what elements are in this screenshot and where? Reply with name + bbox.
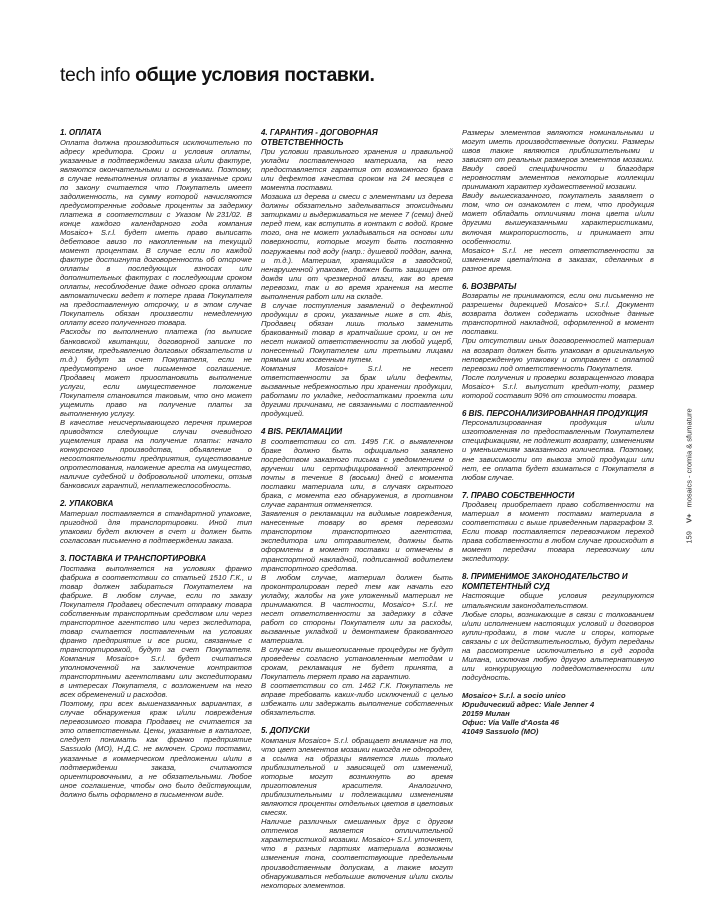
- paragraph: В любом случае, материал должен быть проконтролирован перед тем как начать его укладку, жалобы на уже уложенный материал не принимаются. В частности, Mosaico+ S.r.l. не несет ответственности за задержку в сдаче работ со стороны Покупателя или за расходы, вызванные укладкой и демонтажем бракованного материала.: [261, 572, 453, 645]
- company-name: Mosaico+ S.r.l. a socio unico: [462, 690, 566, 700]
- page-number: 159: [684, 531, 694, 544]
- paragraph: Поставка выполняется на условиях франко фабрика в соответствии со статьей 1510 Г.К., и товар должен забираться Покупателем на фабрике. В любом случае, если по заказу Покупателя Продавец обеспечит отправку товара собственным транспортным средством или через транспортное агентство или через экспедитора, товар считается поставленным на условиях франко предприятие и все риски, связанные с транспортировкой, будут за счет Покупателя. Компания Mosaico+ S.r.l. будет считаться уполномоченной на заключение контрактов транспортными агентствами или экспедиторами в интересах Покупателя, с возложением на него всех обременений и расходов.: [60, 563, 252, 700]
- section-tolerances-cont: [462, 128, 654, 273]
- paragraph: В соответствии со ст. 1462 Г.К. Покупатель не вправе требовать каких-либо исключений с целью избежать или задержать выполнение собственных обязательств.: [261, 681, 453, 718]
- side-footer: [685, 408, 694, 543]
- section-payment: [60, 128, 252, 490]
- paragraph: При отсутствии иных договоренностей материал на возврат должен быть упакован в оригинальную неповрежденную упаковку и отправлен с оплатой перевозки под ответственность Покупателя.: [462, 336, 654, 373]
- section-heading: 4 BIS. РЕКЛАМАЦИИ: [261, 427, 343, 437]
- section-tolerances: [261, 726, 453, 889]
- section-ownership: [462, 491, 654, 564]
- section-warranty: [261, 128, 453, 418]
- paragraph: При условии правильного хранения и правильной укладки поставленного материала, на него предоставляется гарантия от возможного брака или дефектов качества сроком на 24 месяцев с момента поставки.: [261, 147, 453, 193]
- paragraph: Поэтому, при всех вышеназванных вариантах, в случае обнаружения краж и/или повреждения перевозимого товара Продавец не считается за это ответственным. Цены, указанные в каталоге, следует понимать как франко предприятие Sassuolo (MO), Н.Д.С. не включен. Сроки поставки, указанные в коммерческом предложении и/или в подтверждении заказа, считаются ориентировочными, а не обязательными. Любое иное соглашение, чтобы оно было действующим, должно быть оформлено в письменном виде.: [60, 699, 252, 799]
- column-2: [261, 128, 453, 890]
- section-law: [462, 572, 654, 681]
- paragraph: Расходы по выполнению платежа (по выписке банковской квитанции, договорной записке по векселям, предъявлению долговых обязательств и т.д.) будут за счет Покупателя, если не предусмотрено иное письменное соглашение. Продавец может приостановить выполнение услуги, если имущественное положение Покупателя становится таковым, что оно может ущемить право на получение платы за выполненную услугу.: [60, 327, 252, 418]
- collection-name: mosaics - cromia & sfumature: [684, 408, 694, 508]
- paragraph: Заявления о рекламации на видимые повреждения, нанесенные товару во время перевозки транспортом транспортного агентства, экспедитора или отправителем, должны быть оформлены в момент поставки и отмечены в транспортной накладной, подписанной водителем транспортного средства.: [261, 509, 453, 573]
- section-heading: 4. ГАРАНТИЯ - ДОГОВОРНАЯ ОТВЕТСТВЕННОСТЬ: [261, 128, 378, 147]
- section-heading: 3. ПОСТАВКА И ТРАНСПОРТИРОВКА: [60, 554, 207, 564]
- paragraph: Материал поставляется в стандартной упаковке, пригодной для транспортировки. Иной тип упаковки будет включен в счет и должен быть согласован письменно в подтверждении заказа.: [60, 508, 252, 545]
- title-main: общие условия поставки.: [135, 64, 375, 86]
- brand-logo-icon: V+: [684, 513, 694, 524]
- section-heading: 6. ВОЗВРАТЫ: [462, 281, 517, 291]
- section-heading: 2. УПАКОВКА: [60, 499, 114, 509]
- legal-city: 20159 Милан: [462, 709, 510, 719]
- section-custom-products: [462, 409, 654, 482]
- column-1: [60, 128, 252, 868]
- paragraph: После получения и проверки возвращенного товара Mosaico+ S.r.l. выпустит кредит-ноту, размер которой составит 90% от стоимости товара.: [462, 372, 654, 400]
- paragraph: Персонализированная продукция и/или изготовленная по предоставленным Покупателем спецификациям, не подлежит возврату, изменениям и уменьшениям заказанного количества. Поэтому, вне зависимости от вывоза этой продукции или нет, ее оплата будет взиматься с Покупателя в любом случае.: [462, 418, 654, 482]
- paragraph: Размеры элементов являются номинальными и могут иметь производственные допуски. Размеры швов также являются приблизительными и зависят от реальных размеров элементов мозаики. Ввиду своей специфичности и благодаря неровностям элементов некоторые коллекции принимают характер художественной мозаики.: [462, 128, 654, 192]
- paragraph: В случае если вышеописанные процедуры не будут проведены согласно установленным методам и срокам, рекламация не будет принята, а Покупатель теряет право на гарантию.: [261, 644, 453, 682]
- section-heading: 8. ПРИМЕНИМОЕ ЗАКОНОДАТЕЛЬСТВО И КОМПЕТЕНТНЫЙ СУД: [462, 572, 628, 591]
- section-heading: 6 BIS. ПЕРСОНАЛИЗИРОВАННАЯ ПРОДУКЦИЯ: [462, 408, 648, 418]
- paragraph: Возвраты не принимаются, если они письменно не разрешены дирекцией Mosaico+ S.r.l. Документ возврата должен содержать исходные данные транспортной накладной, оформленной в момент поставки.: [462, 291, 654, 337]
- paragraph: Любые споры, возникающие в связи с толкованием и/или исполнением настоящих условий и договоров купли-продажи, в том числе и споры, которые связаны с их действительностью, будут переданы на рассмотрение исключительно в суд города Милана, исключая любую другую альтернативную или конкурирующую подведомственности или подсудность.: [462, 609, 654, 682]
- paragraph: Mosaico+ S.r.l. не несет ответственности за изменения цвета/тона в заказах, сделанных в разное время.: [462, 245, 654, 273]
- column-3: [462, 128, 654, 868]
- section-heading: 1. ОПЛАТА: [60, 128, 102, 137]
- paragraph: Наличие различных смешанных друг с другом оттенков является отличительной характеристикой мозаики. Mosaico+ S.r.l. уточняет, что в разных партиях материала возможны изменения тона, соответствующие предельным производственным допускам, а также могут обнаруживаться небольшие включения и/или сколы некоторых элементов.: [261, 817, 453, 890]
- paragraph: В случае поступления заявлений о дефектной продукции в сроки, указанные ниже в ст. 4bis, Продавец обязан лишь только заменить бракованный товар в кратчайшие сроки, и он не несет никакой ответственности за любой ущерб, понесенный Покупателем или третьими лицами прямым или косвенным путем.: [261, 300, 453, 365]
- section-heading: 5. ДОПУСКИ: [261, 726, 310, 736]
- page-title: [60, 64, 374, 87]
- section-packaging: [60, 499, 252, 545]
- paragraph: Продавец приобретает право собственности на материал в момент поставки материала в соответствии с выше приведенным параграфом 3. Если товар поставляется перевозчиком переход права собственности в любом случае происходит в момент передачи товара перевозчику или экспедитору.: [462, 500, 654, 564]
- legal-address: Юридический адрес: Viale Jenner 4: [462, 699, 595, 709]
- paragraph: В качестве неисчерпывающего перечня примеров приводятся следующие случаи очевидного ущемления права на получение платы: начало конкурсного производства, объявление о несостоятельности предприятия, существование опротестования, наложение ареста на имущество, наличие судебной и добровольной ипотеки, отзыв банковских гарантий, неплатежеспособность.: [60, 417, 252, 491]
- paragraph: Оплата должна производиться исключительно по адресу кредитора. Сроки и условия оплаты, указанные в подтверждении заказа и/или фактуре, являются окончательными и основными. Поэтому, в случае невыполнения оплаты в указанные сроки по закону считается что Покупатель имеет задолженность, на сумму которой начисляются предусмотренные годовые проценты за задержку платежа в соответствии с Указом №231/02. В конце каждого календарного года компания Mosaico+ S.r.l. будет иметь право выписать дебетовое авизо по накопленным на текущий момент процентам. В случае если по каждой фактуре достигнута договоренность об отсрочке оплаты в последующих взносах или дополнительных фактурах с последующим сроком оплаты, несоблюдение даже одного срока оплаты автоматически ведет к потере права Покупателя на предоставленную отсрочку, и в этом случае Покупатель обязан произвести немедленную оплату всего полученного товара.: [60, 137, 252, 328]
- section-delivery: [60, 554, 252, 799]
- office-address: Офис: Via Valle d'Aosta 46: [462, 718, 560, 728]
- section-returns: [462, 282, 654, 400]
- section-claims: [261, 427, 453, 717]
- paragraph: Ввиду вышесказанного, покупатель заявляет о том, что он ознакомлен с тем, что продукция может обладать отличиями тона цвета и/или другими вышеуказанными характеристиками, включая микропористость, и принимает эти особенности.: [462, 191, 654, 246]
- section-heading: 7. ПРАВО СОБСТВЕННОСТИ: [462, 490, 575, 500]
- paragraph: Компания Mosaico+ S.r.l. обращает внимание на то, что цвет элементов мозаики никогда не однороден, а ссылка на образцы является лишь только приблизительной и зависящей от изменений, которые могут возникнуть во время приготовления красителя. Аналогично, приблизительными и подлежащими изменениям являются проценты отдельных цветов в цветовых смесях.: [261, 735, 453, 818]
- company-address: [462, 691, 654, 736]
- office-city: 41049 Sassuolo (MO): [462, 727, 539, 737]
- paragraph: Настоящие общие условия регулируются итальянским законодательством.: [462, 591, 654, 610]
- paragraph: Компания Mosaico+ S.r.l. не несет ответственности за брак и/или дефекты, вызванные небрежностью при хранении продукции, работами по укладке, недостатками проекта или другими причинами, не связанными с поставленной продукцией.: [261, 364, 453, 419]
- paragraph: В соответствии со ст. 1495 Г.К. о выявленном браке должно быть официально заявлено посредством заказного письма с уведомлением о вручении или сертифицированной электронной почты в течение 8 (восьми) дней с момента поставки материала или, в случаях скрытого брака, с момента его обнаружения, в противном случае гарантия отменяется.: [261, 436, 453, 510]
- title-prefix: tech info: [60, 64, 131, 86]
- paragraph: Мозаика из дерева и смеси с элементами из дерева должны обязательно заделываться эпоксидными затирками и выдерживаться не менее 7 (семи) дней перед тем, как вступить в контакт с водой. Кроме того, она не может укладываться на основы или поверхности, которые могут быть постоянно погружаемы под воду (напр.: душевой поддон, ванна, и т.д.). Материал, хранящийся в заводской, ненарушенной упаковке, должен быть защищен от дождя или от чрезмерной влаги, как во время перевозки, так и во время хранения на месте выполнения работ или на складе.: [261, 192, 453, 301]
